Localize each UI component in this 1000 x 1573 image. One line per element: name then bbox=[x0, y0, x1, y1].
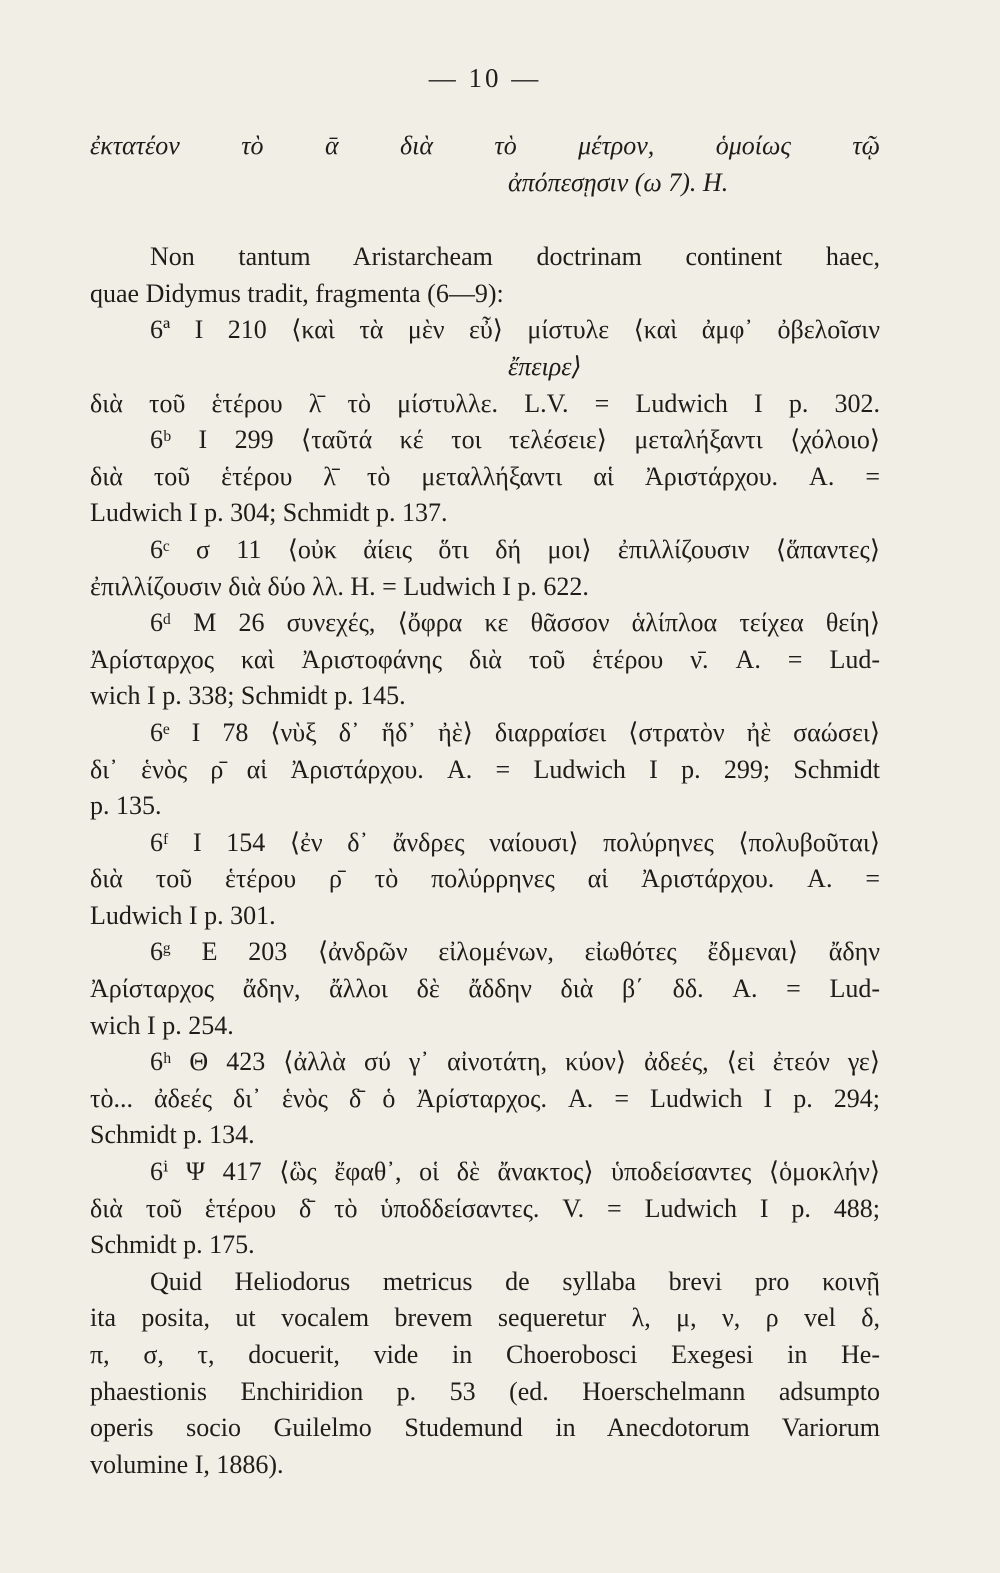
entry-6a: 6ª I 210 ⟨καὶ τὰ μὲν εὖ⟩ μίστυλε ⟨καὶ ἀμφ᾽ ὀβελοῖσιν bbox=[150, 315, 880, 345]
text-line: ita posita, ut vocalem brevem sequeretur λ, μ, ν, ρ vel δ, bbox=[90, 1303, 880, 1333]
text-line: διὰ τοῦ ἑτέρου λ̄ τὸ μεταλλήξαντι αἱ Ἀριστάρχου. A. = bbox=[90, 461, 880, 491]
text-line: wich I p. 338; Schmidt p. 145. bbox=[90, 681, 406, 711]
entry-6f: 6ᶠ I 154 ⟨ἐν δ᾽ ἄνδρες ναίουσι⟩ πολύρηνες ⟨πολυβοῦται⟩ bbox=[150, 827, 880, 857]
text-line: Ἀρίσταρχος ἄδην, ἄλλοι δὲ ἄδδην διὰ β΄ δδ. A. = Lud- bbox=[90, 974, 880, 1004]
text-line: Schmidt p. 134. bbox=[90, 1120, 255, 1150]
entry-6b: 6ᵇ I 299 ⟨ταῦτά κέ τοι τελέσειε⟩ μεταλήξαντι ⟨χόλοιο⟩ bbox=[150, 425, 880, 455]
text-line: operis socio Guilelmo Studemund in Anecdotorum Variorum bbox=[90, 1413, 880, 1443]
text-line: ἀπόπεσῃσιν (ω 7). H. bbox=[508, 167, 729, 197]
text-line: Schmidt p. 175. bbox=[90, 1230, 255, 1260]
text-line: quae Didymus tradit, fragmenta (6—9): bbox=[90, 278, 504, 308]
text-line: Ludwich I p. 301. bbox=[90, 900, 276, 930]
text-line: Quid Heliodorus metricus de syllaba brevi pro κοινῇ bbox=[150, 1266, 880, 1296]
text-line: phaestionis Enchiridion p. 53 (ed. Hoerschelmann adsumpto bbox=[90, 1376, 880, 1406]
text-line: Non tantum Aristarcheam doctrinam continent haec, bbox=[150, 242, 880, 272]
text-line: τὸ... ἀδεές δι᾽ ἑνὸς δ̄ ὁ Ἀρίσταρχος. A. = Ludwich I p. 294; bbox=[90, 1083, 880, 1113]
entry-6h: 6ʰ Θ 423 ⟨ἀλλὰ σύ γ᾽ αἰνοτάτη, κύον⟩ ἀδεές, ⟨εἰ ἐτεόν γε⟩ bbox=[150, 1047, 880, 1077]
entry-6i: 6ⁱ Ψ 417 ⟨ὣς ἔφαθ᾽, οἱ δὲ ἄνακτος⟩ ὑποδείσαντες ⟨ὁμοκλήν⟩ bbox=[150, 1157, 880, 1187]
text-line: διὰ τοῦ ἑτέρου ρ̄ τὸ πολύρρηνες αἱ Ἀριστάρχου. A. = bbox=[90, 864, 880, 894]
text-line: p. 135. bbox=[90, 791, 162, 821]
entry-6g: 6ᵍ E 203 ⟨ἀνδρῶν εἰλομένων, εἰωθότες ἔδμεναι⟩ ἄδην bbox=[150, 937, 880, 967]
text-line: Ἀρίσταρχος καὶ Ἀριστοφάνης διὰ τοῦ ἑτέρου ν̄. A. = Lud- bbox=[90, 644, 880, 674]
text-line: ἐπιλλίζουσιν διὰ δύο λλ. H. = Ludwich I p. 622. bbox=[90, 571, 589, 601]
text-line: διὰ τοῦ ἑτέρου λ̄ τὸ μίστυλλε. L.V. = Ludwich I p. 302. bbox=[90, 388, 880, 418]
text-line: ἔπειρε⟩ bbox=[508, 351, 582, 381]
entry-6c: 6ᶜ σ 11 ⟨οὐκ ἀίεις ὅτι δή μοι⟩ ἐπιλλίζουσιν ⟨ἅπαντες⟩ bbox=[150, 534, 880, 564]
document-page bbox=[90, 58, 880, 1483]
text-line: δι᾽ ἑνὸς ρ̄ αἱ Ἀριστάρχου. A. = Ludwich I p. 299; Schmidt bbox=[90, 754, 880, 784]
entry-6d: 6ᵈ M 26 συνεχές, ⟨ὄφρα κε θᾶσσον ἁλίπλοα τείχεα θείη⟩ bbox=[150, 608, 880, 638]
entry-6e: 6ᵉ I 78 ⟨νὺξ δ᾽ ἥδ᾽ ἠὲ⟩ διαρραίσει ⟨στρατὸν ἠὲ σαώσει⟩ bbox=[150, 717, 880, 747]
text-line: wich I p. 254. bbox=[90, 1010, 234, 1040]
text-line: Ludwich I p. 304; Schmidt p. 137. bbox=[90, 498, 448, 528]
text-line: volumine I, 1886). bbox=[90, 1449, 284, 1479]
text-line: π, σ, τ, docuerit, vide in Choerobosci Exegesi in He- bbox=[90, 1340, 880, 1369]
text-line: διὰ τοῦ ἑτέρου δ̄ τὸ ὑποδδείσαντες. V. = Ludwich I p. 488; bbox=[90, 1193, 880, 1223]
text-line: ἐκτατέον τὸ ᾱ διὰ τὸ μέτρον, ὁμοίως τῷ bbox=[90, 131, 880, 160]
page-number: — 10 — bbox=[428, 63, 542, 93]
